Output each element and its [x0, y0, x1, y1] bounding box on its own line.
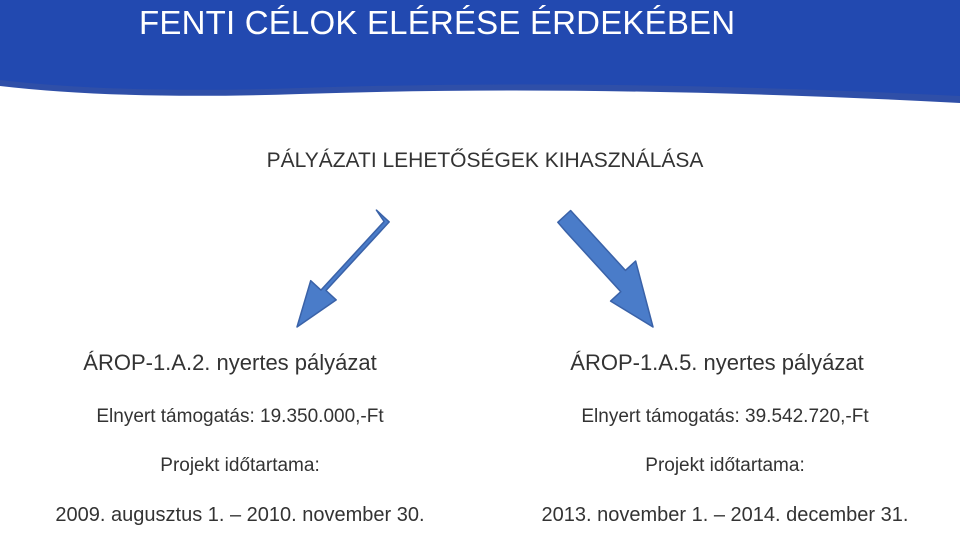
- slide-subtitle: PÁLYÁZATI LEHETŐSÉGEK KIHASZNÁLÁSA: [266, 149, 704, 172]
- project-right: [495, 350, 955, 530]
- project-duration: 2013. november 1. – 2014. december 31.: [541, 504, 909, 526]
- slide-title: FENTI CÉLOK ELÉRÉSE ÉRDEKÉBEN: [139, 4, 736, 41]
- arrow-down-left-icon: [297, 210, 389, 327]
- project-duration: 2009. augusztus 1. – 2010. november 30.: [55, 504, 425, 526]
- arrow-down-right-icon: [558, 211, 653, 328]
- project-duration-label: Projekt időtartama:: [645, 455, 805, 476]
- project-duration-label: Projekt időtartama:: [160, 455, 320, 476]
- project-grant: Elnyert támogatás: 39.542.720,-Ft: [581, 406, 869, 427]
- project-left: [10, 350, 470, 530]
- project-name: ÁROP-1.A.5. nyertes pályázat: [570, 350, 864, 375]
- project-grant: Elnyert támogatás: 19.350.000,-Ft: [96, 406, 384, 427]
- project-name: ÁROP-1.A.2. nyertes pályázat: [83, 350, 377, 375]
